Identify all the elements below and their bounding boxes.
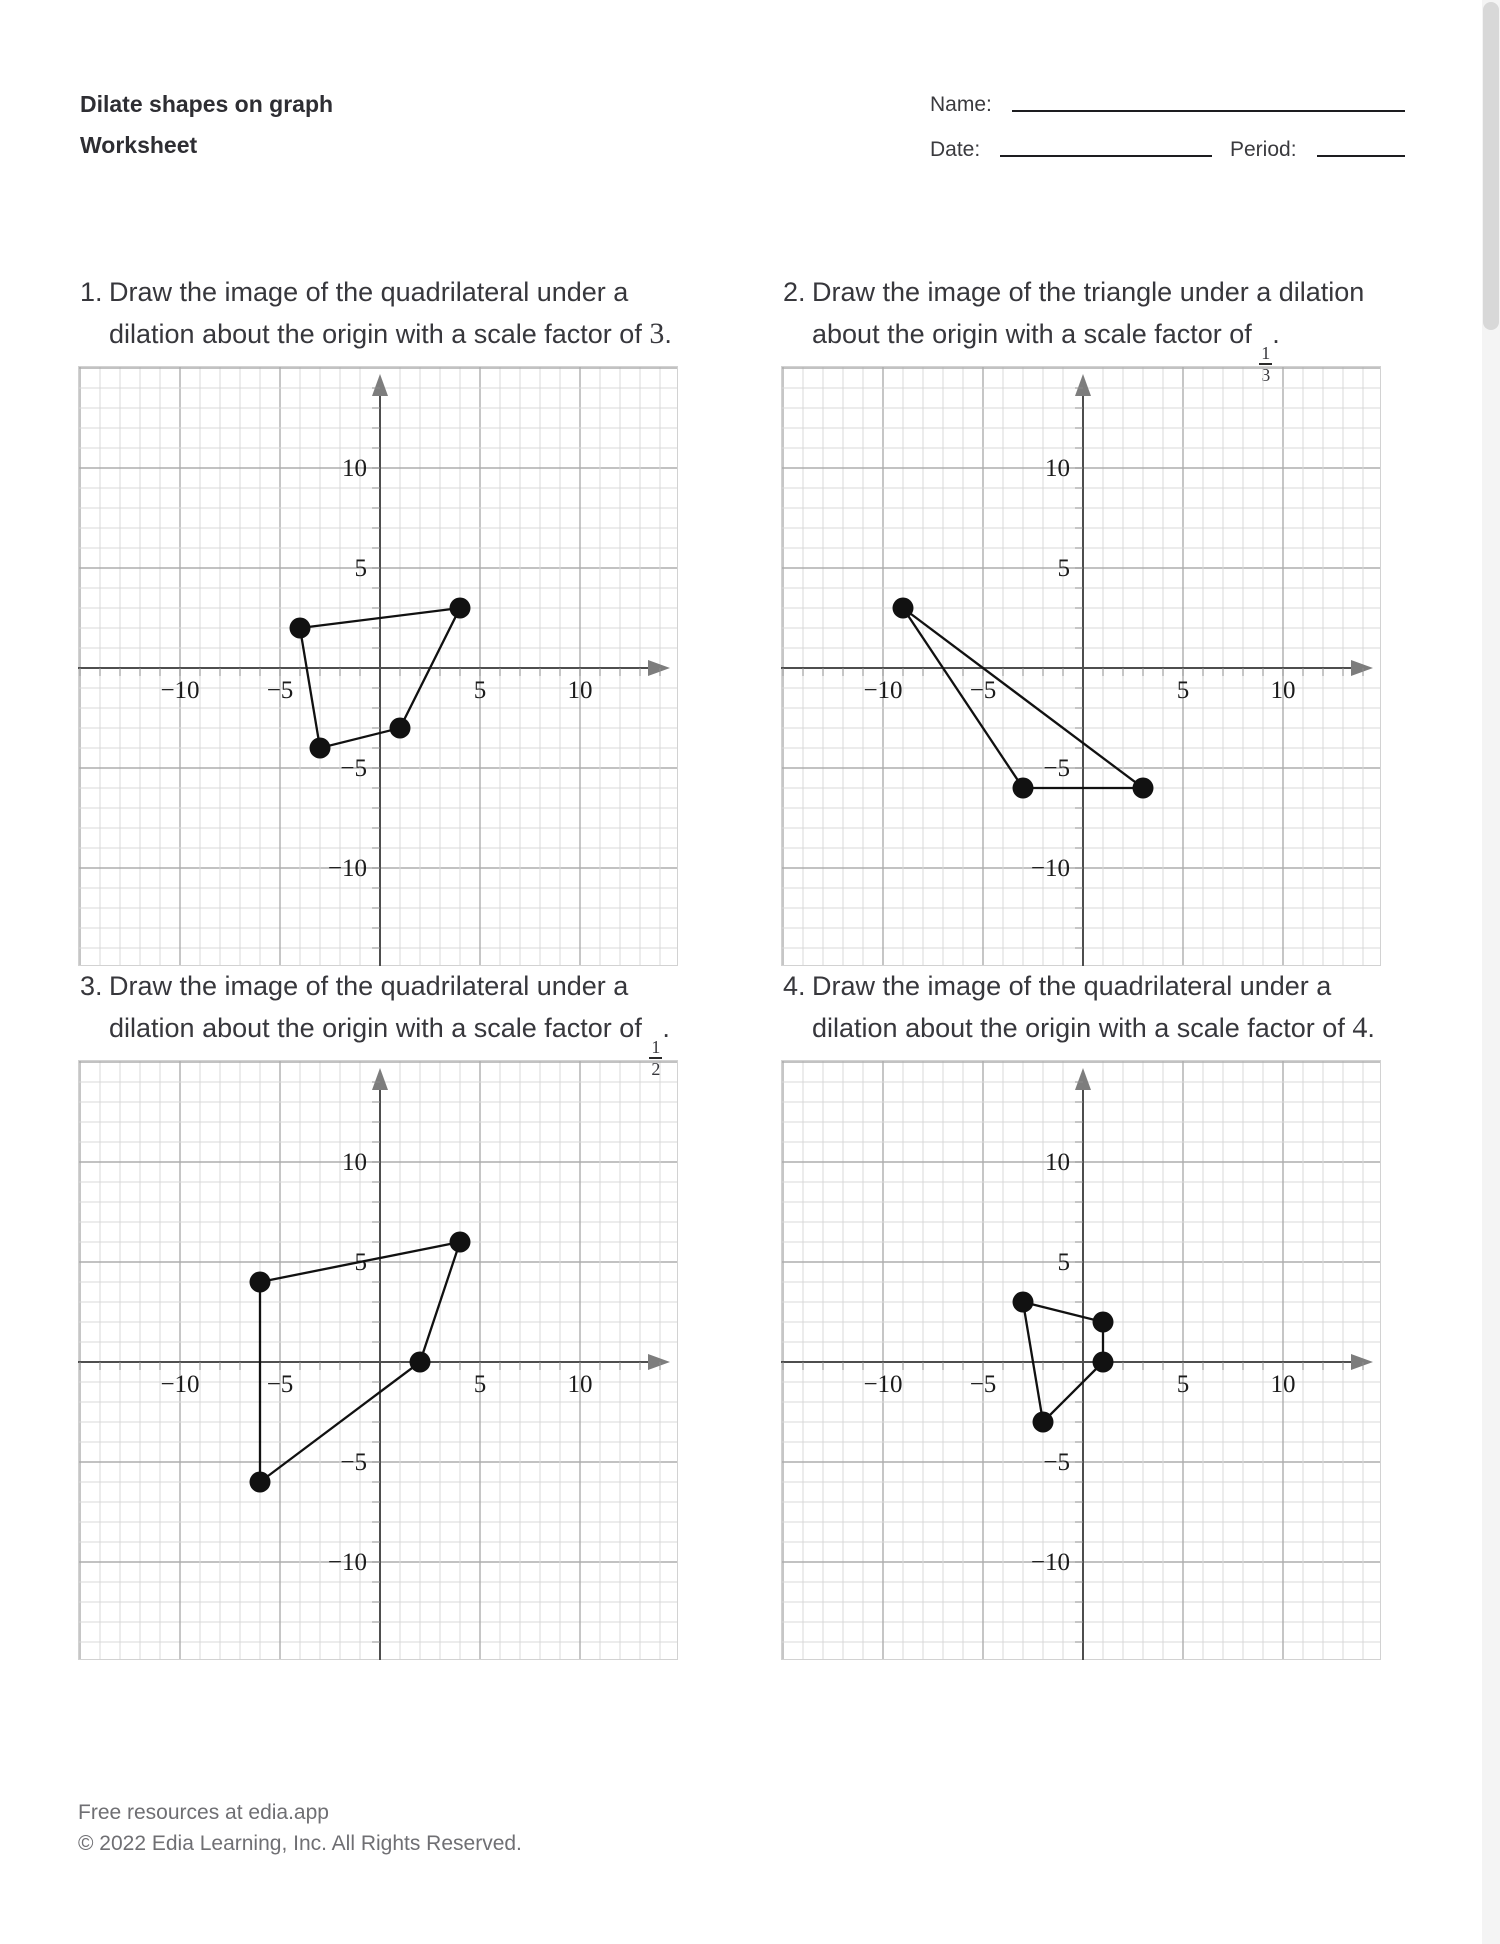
period-label: Period: bbox=[1230, 138, 1297, 161]
problem-1-coordinate-grid bbox=[78, 366, 678, 966]
problem-4-number: 4. bbox=[783, 971, 806, 1001]
svg-text:−5: −5 bbox=[969, 1371, 997, 1398]
problem-4-coordinate-grid bbox=[781, 1060, 1381, 1660]
problem-3-coordinate-grid bbox=[78, 1060, 678, 1660]
svg-text:5: 5 bbox=[473, 677, 487, 704]
problem-1-line1: Draw the image of the quadrilateral under a bbox=[109, 277, 629, 307]
problem-4-line2: dilation about the origin with a scale factor of bbox=[812, 1013, 1345, 1043]
svg-text:10: 10 bbox=[567, 1371, 593, 1398]
svg-text:−10: −10 bbox=[863, 1371, 903, 1398]
svg-text:5: 5 bbox=[354, 1249, 367, 1276]
svg-text:10: 10 bbox=[1045, 455, 1070, 482]
date-label: Date: bbox=[930, 138, 981, 161]
svg-text:10: 10 bbox=[342, 1149, 367, 1176]
problem-4-period: . bbox=[1367, 1013, 1375, 1043]
problem-3-line2: dilation about the origin with a scale factor of bbox=[109, 1013, 642, 1043]
svg-text:−5: −5 bbox=[266, 677, 294, 704]
svg-text:−5: −5 bbox=[969, 677, 997, 704]
svg-text:10: 10 bbox=[1045, 1149, 1070, 1176]
problem-2-number: 2. bbox=[783, 277, 806, 307]
svg-text:−10: −10 bbox=[327, 1549, 367, 1576]
scrollbar-thumb[interactable] bbox=[1483, 2, 1499, 330]
problem-4-statement bbox=[812, 965, 1375, 1049]
problem-4-scale-factor: 4 bbox=[1352, 1011, 1368, 1044]
svg-text:−5: −5 bbox=[340, 1449, 367, 1476]
svg-text:−5: −5 bbox=[1043, 1449, 1070, 1476]
problem-3-number: 3. bbox=[80, 971, 103, 1001]
fraction-numerator: 1 bbox=[651, 1037, 661, 1057]
svg-text:5: 5 bbox=[1057, 555, 1070, 582]
svg-text:−10: −10 bbox=[863, 677, 903, 704]
problem-2-line2: about the origin with a scale factor of bbox=[812, 319, 1252, 349]
footer-copyright: © 2022 Edia Learning, Inc. All Rights Reserved. bbox=[78, 1832, 522, 1855]
page-title-line1: Dilate shapes on graph bbox=[80, 91, 334, 117]
svg-text:5: 5 bbox=[1176, 677, 1190, 704]
problem-1-number: 1. bbox=[80, 277, 103, 307]
svg-text:−5: −5 bbox=[266, 1371, 294, 1398]
svg-text:−10: −10 bbox=[160, 1371, 200, 1398]
fraction-numerator: 1 bbox=[1261, 343, 1271, 363]
svg-text:10: 10 bbox=[567, 677, 593, 704]
svg-text:−5: −5 bbox=[340, 755, 367, 782]
svg-text:−10: −10 bbox=[327, 855, 367, 882]
problem-3-line1: Draw the image of the quadrilateral under a bbox=[109, 971, 629, 1001]
problem-1-text bbox=[80, 271, 720, 355]
svg-text:10: 10 bbox=[1270, 1371, 1296, 1398]
problem-3-period: . bbox=[662, 1013, 670, 1043]
problem-1-statement bbox=[109, 271, 672, 355]
period-blank-line bbox=[1317, 155, 1405, 157]
date-blank-line bbox=[1000, 155, 1212, 157]
svg-text:−10: −10 bbox=[160, 677, 200, 704]
fraction-denominator: 3 bbox=[1261, 364, 1271, 385]
fraction-denominator: 2 bbox=[651, 1058, 661, 1079]
page-footer bbox=[78, 1797, 522, 1859]
svg-text:−10: −10 bbox=[1030, 1549, 1070, 1576]
problem-2-line1: Draw the image of the triangle under a dilation bbox=[812, 277, 1365, 307]
graph-1-canvas bbox=[78, 366, 678, 966]
svg-text:5: 5 bbox=[354, 555, 367, 582]
problem-4-line1: Draw the image of the quadrilateral under a bbox=[812, 971, 1332, 1001]
name-blank-line bbox=[1012, 110, 1405, 112]
svg-text:5: 5 bbox=[1057, 1249, 1070, 1276]
problem-1-scale-factor: 3 bbox=[649, 317, 665, 350]
svg-text:−10: −10 bbox=[1030, 855, 1070, 882]
problem-2-coordinate-grid bbox=[781, 366, 1381, 966]
problem-1-period: . bbox=[664, 319, 672, 349]
graph-3-canvas bbox=[78, 1060, 678, 1660]
page-title bbox=[80, 84, 333, 166]
svg-text:5: 5 bbox=[473, 1371, 487, 1398]
svg-text:5: 5 bbox=[1176, 1371, 1190, 1398]
svg-text:10: 10 bbox=[342, 455, 367, 482]
graph-2-canvas bbox=[781, 366, 1381, 966]
problem-2-period: . bbox=[1272, 319, 1280, 349]
svg-text:−5: −5 bbox=[1043, 755, 1070, 782]
problem-4-text bbox=[783, 965, 1423, 1049]
problem-1-line2: dilation about the origin with a scale factor of bbox=[109, 319, 642, 349]
name-label: Name: bbox=[930, 93, 992, 116]
footer-resources: Free resources at edia.app bbox=[78, 1801, 329, 1824]
svg-text:10: 10 bbox=[1270, 677, 1296, 704]
graph-4-canvas bbox=[781, 1060, 1381, 1660]
page-title-line2: Worksheet bbox=[80, 132, 198, 158]
